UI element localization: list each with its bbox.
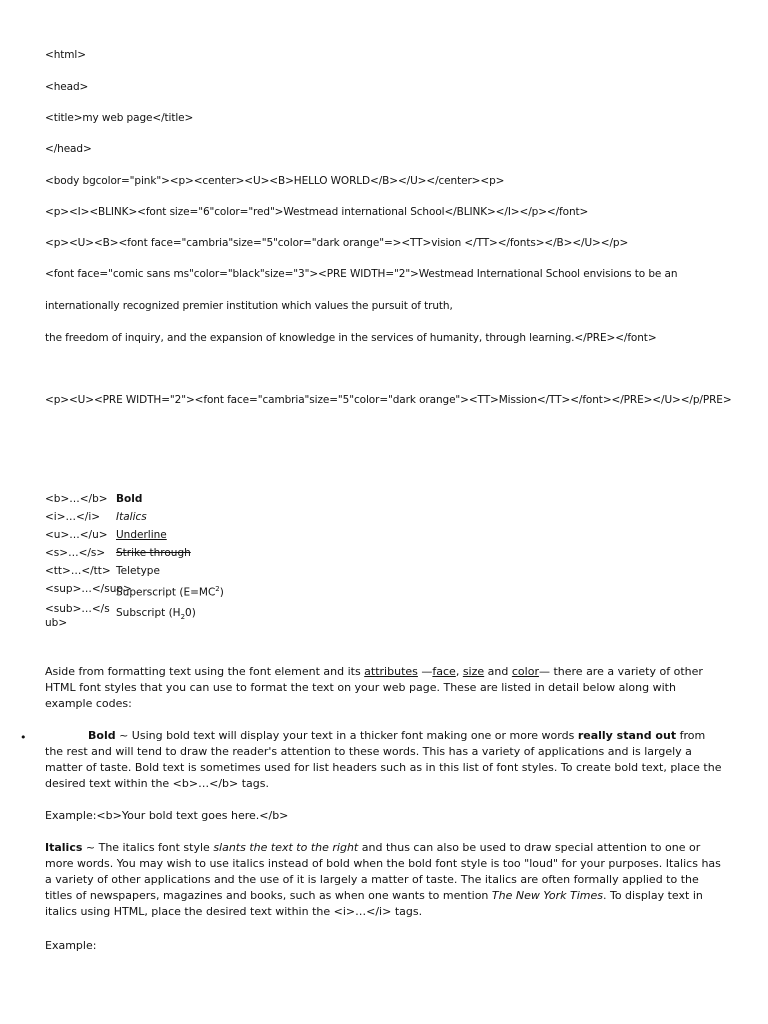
tag-description: Strike through: [116, 547, 191, 559]
bold-description-paragraph: [45, 728, 723, 792]
code-line-head: <head>: [45, 81, 89, 93]
tag-code: <b>…</b>: [45, 493, 108, 505]
tag-description: Teletype: [116, 565, 160, 577]
tag-row-subscript: [45, 602, 224, 630]
intro-text: ,: [455, 665, 463, 678]
size-link[interactable]: size: [462, 665, 485, 678]
tag-row-underline: [45, 526, 224, 544]
bullet-point: •: [20, 731, 27, 744]
font-style-tag-table: [45, 490, 224, 630]
bold-term: Bold: [88, 729, 116, 742]
code-line-freedom: the freedom of inquiry, and the expansion of knowledge in the services of humanity, through learning.</PRE></font>: [45, 332, 657, 344]
tag-row-teletype: [45, 562, 224, 580]
code-line-body: <body bgcolor="pink"><p><center><U><B>HELLO WORLD</B></U></center><p>: [45, 175, 505, 187]
italics-example: Example:: [45, 939, 97, 952]
bold-example: Example:<b>Your bold text goes here.</b>: [45, 809, 289, 822]
intro-text: —: [417, 665, 433, 678]
italics-emphasis: slants the text to the right: [213, 841, 359, 854]
tag-description: Bold: [116, 493, 143, 505]
tag-description: Underline: [116, 529, 167, 541]
desc-post: 0): [185, 607, 196, 620]
italics-text: ~ The italics font style: [82, 841, 214, 854]
desc-pre: Subscript (H: [116, 607, 181, 620]
tag-code: <sup>…</sup>: [45, 583, 132, 595]
code-line-title: <title>my web page</title>: [45, 112, 194, 124]
italics-text: and thus can also be used to draw special attention to one or more words. You may wish to use italics instead of bold when the bold font style is too "loud" for your purposes. Italics has a variety of other applications and the use of it is largely a matter of taste. The italics are often formally applied to the titles of newspapers, magazines and books, such as when one wants to mention: [45, 841, 721, 902]
tag-row-italics: [45, 508, 224, 526]
code-line-font-comic: <font face="comic sans ms"color="black"size="3"><PRE WIDTH="2">Westmead International School envisions to be an: [45, 268, 678, 280]
intro-text: — there are a variety of other HTML font styles that you can use to format the text on your web page. These are listed in detail below along with example codes:: [45, 665, 703, 710]
desc-post: ): [219, 586, 224, 599]
italics-term: Italics: [45, 841, 83, 854]
tag-code: <s>…</s>: [45, 547, 106, 559]
subscript-digit: 2: [180, 613, 186, 622]
tag-row-bold: [45, 490, 224, 508]
code-line-head-close: </head>: [45, 143, 92, 155]
intro-paragraph: [45, 664, 723, 712]
tag-code: <tt>…</tt>: [45, 565, 111, 577]
code-line-mission: <p><U><PRE WIDTH="2"><font face="cambria"size="5"color="dark orange"><TT>Mission</TT></font></PRE></U></p/PRE>: [45, 394, 732, 406]
desc-pre: Superscript (E=MC: [116, 586, 216, 599]
newspaper-title: The New York Times: [491, 889, 603, 902]
attributes-link[interactable]: attributes: [364, 665, 418, 678]
face-link[interactable]: face: [432, 665, 456, 678]
code-line-blink: <p><I><BLINK><font size="6"color="red">Westmead international School</BLINK></I></p></font>: [45, 206, 589, 218]
tag-row-superscript: [45, 580, 224, 602]
bold-text: from the rest and will tend to draw the reader's attention to these words. This has a variety of applications and is largely a matter of taste. Bold text is sometimes used for list headers such as in this list of font styles. To create bold text, place the desired text within the <b>…</b> tags.: [45, 729, 722, 790]
code-line-internationally: internationally recognized premier institution which values the pursuit of truth,: [45, 300, 453, 312]
intro-text: Aside from formatting text using the font element and its: [45, 665, 365, 678]
italics-text: . To display text in italics using HTML, place the desired text within the <i>…</i> tags.: [45, 889, 703, 918]
code-line-vision: <p><U><B><font face="cambria"size="5"color="dark orange"=><TT>vision </TT></fonts></B></U></p>: [45, 237, 629, 249]
intro-text: and: [484, 665, 512, 678]
tag-code: <i>…</i>: [45, 511, 101, 523]
superscript-digit: 2: [215, 585, 220, 593]
tag-description: Italics: [116, 511, 147, 523]
bold-text: ~ Using bold text will display your text in a thicker font making one or more words: [115, 729, 578, 742]
tag-description: [116, 604, 196, 626]
italics-description-paragraph: [45, 840, 723, 920]
bold-emphasis: really stand out: [577, 729, 677, 742]
tag-row-strike: [45, 544, 224, 562]
tag-code: <u>…</u>: [45, 529, 108, 541]
code-line-html: <html>: [45, 49, 86, 61]
color-link[interactable]: color: [511, 665, 539, 678]
tag-description: [116, 580, 224, 602]
tag-code: <sub>…</sub>: [45, 602, 110, 629]
